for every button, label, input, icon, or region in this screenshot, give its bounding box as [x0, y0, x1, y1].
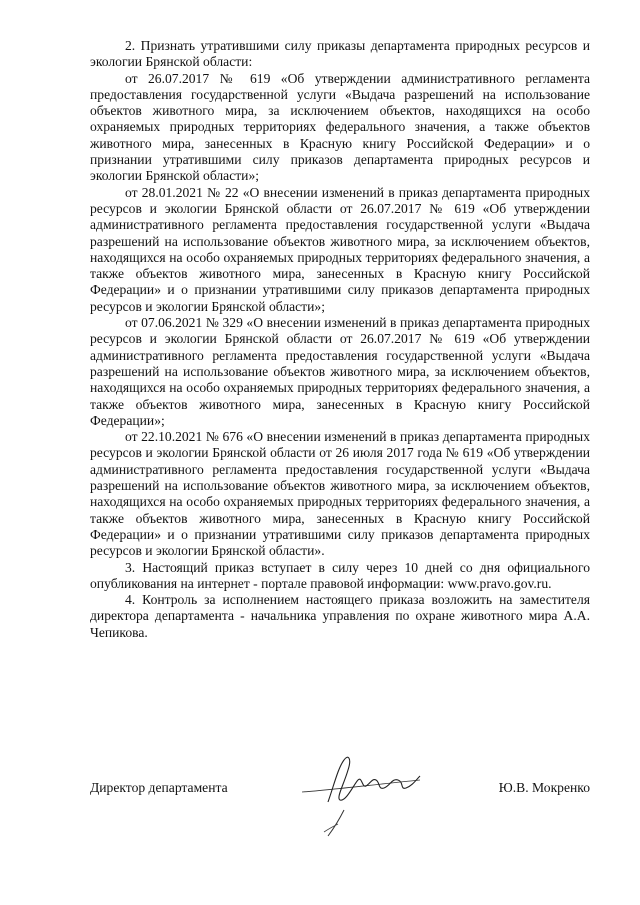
paragraph-2-heading: 2. Признать утратившими силу приказы департамента природных ресурсов и экологии Брянской области: — [90, 38, 590, 70]
handwritten-signature-icon — [300, 740, 440, 840]
paragraph-3-entry-into-force: 3. Настоящий приказ вступает в силу через 10 дней со дня официального опубликования на интернет - портале правовой информации: www.pravo.gov.ru. — [90, 559, 590, 591]
repealed-order-676: от 22.10.2021 № 676 «О внесении изменений в приказ департамента природных ресурсов и экологии Брянской области от 26 июля 2017 года № 619 «Об утверждении административного регламента предоставления государственной услуги «Выдача разрешений на использование объектов животного мира, за исключением объектов, находящихся на особо охраняемых природных территориях федерального значения, а также объектов животного мира, занесенных в Красную книгу Российской Федерации» и о признании утратившими силу приказов департамента природных ресурсов и экологии Брянской области». — [90, 429, 590, 559]
order-body — [90, 38, 590, 641]
repealed-order-22: от 28.01.2021 № 22 «О внесении изменений в приказ департамента природных ресурсов и экологии Брянской области от 26.07.2017 № 619 «Об утверждении административного регламента предоставления государственной услуги «Выдача разрешений на использование объектов животного мира, за исключением объектов, находящихся на особо охраняемых природных территориях федерального значения, а также объектов животного мира, занесенных в Красную книгу Российской Федерации» и о признании утратившими силу приказов департамента природных ресурсов и экологии Брянской области»; — [90, 184, 590, 314]
repealed-order-619: от 26.07.2017 № 619 «Об утверждении административного регламента предоставления государственной услуги «Выдача разрешений на использование объектов животного мира, за исключением объектов, находящихся на особо охраняемых природных территориях федерального значения, а также объектов животного мира, занесенных в Красную книгу Российской Федерации» и о признании утратившими силу приказов департамента природных ресурсов и экологии Брянской области»; — [90, 70, 590, 184]
repealed-order-329: от 07.06.2021 № 329 «О внесении изменений в приказ департамента природных ресурсов и экологии Брянской области от 26.07.2017 № 619 «Об утверждении административного регламента предоставления государственной услуги «Выдача разрешений на использование объектов животного мира, за исключением объектов, находящихся на особо охраняемых природных территориях федерального значения, а также объектов животного мира, занесенных в Красную книгу Российской Федерации»; — [90, 315, 590, 428]
paragraph-4-control: 4. Контроль за исполнением настоящего приказа возложить на заместителя директора департамента - начальника управления по охране животного мира А.А. Чепикова. — [90, 592, 590, 640]
signatory-position: Директор департамента — [90, 780, 228, 795]
signatory-name: Ю.В. Мокренко — [498, 780, 590, 795]
